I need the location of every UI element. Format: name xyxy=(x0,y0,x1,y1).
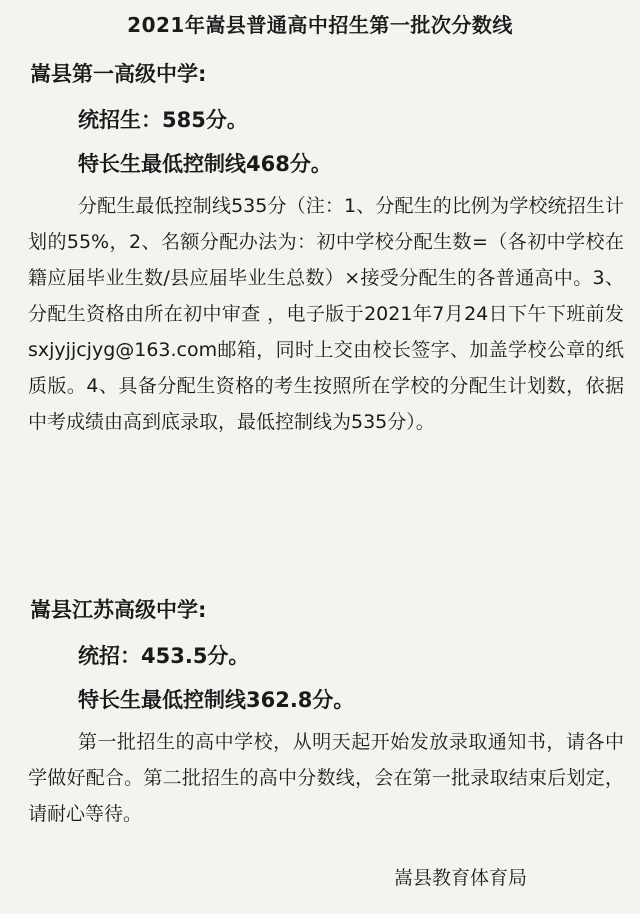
school2-heading: 嵩县江苏高级中学: xyxy=(30,598,207,622)
closing-paragraph: 第一批招生的高中学校，从明天起开始发放录取通知书，请各中学做好配合。第二批招生的高中分数线，会在第一批录取结束后划定，请耐心等待。 xyxy=(28,731,624,825)
school1-special-score: 特长生最低控制线468分。 xyxy=(78,152,332,176)
school1-allocation-note: 分配生最低控制线535分（注：1、分配生的比例为学校统招生计划的55%，2、名额分配办法为：初中学校分配生数=（各初中学校在籍应届毕业生数/县应届毕业生总数）×接受分配生的各普通高中。3、分配生资格由所在初中审查 ，电子版于2021年7月24日下午下班前发sxjyjjcjyg@163.com邮箱，同时上交由校长签字、加盖学校公章的纸质版。4、具备分配生资格的考生按照所在学校的分配生计划数，依据中考成绩由高到底录取，最低控制线为535分）。 xyxy=(28,195,624,433)
school1-heading: 嵩县第一高级中学: xyxy=(30,62,207,86)
issuer-signature: 嵩县教育体育局 xyxy=(394,867,528,889)
school2-special-score: 特长生最低控制线362.8分。 xyxy=(78,688,355,712)
notice-title: 2021年嵩县普通高中招生第一批次分数线 xyxy=(127,13,513,37)
school2-unified-score: 统招：453.5分。 xyxy=(78,644,250,668)
school1-unified-score: 统招生：585分。 xyxy=(78,108,248,132)
